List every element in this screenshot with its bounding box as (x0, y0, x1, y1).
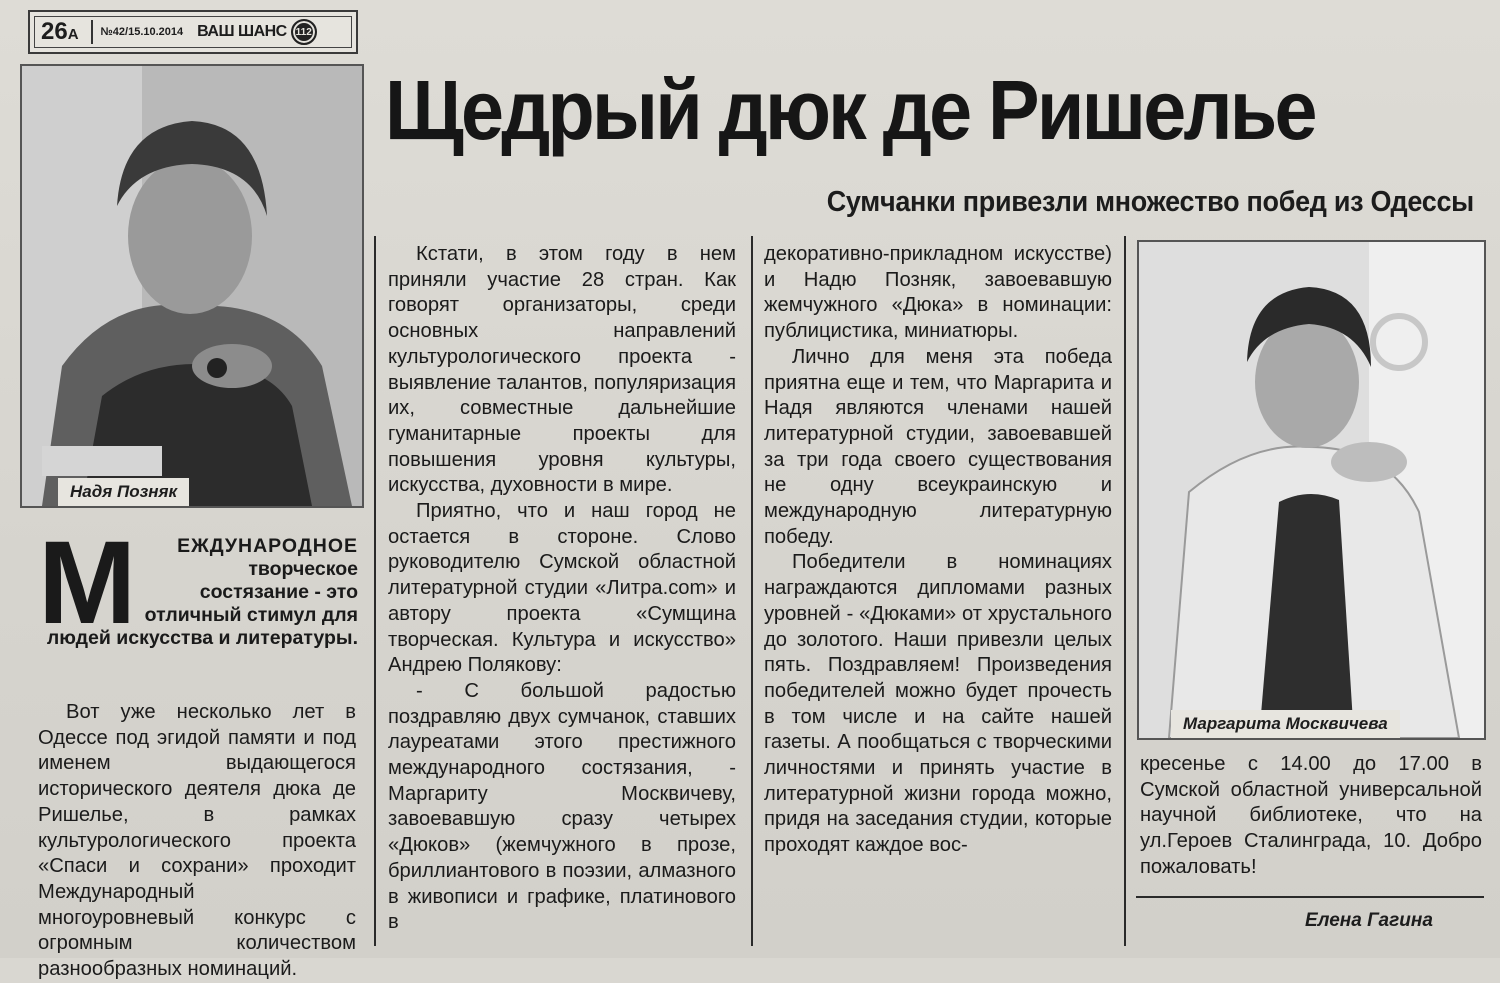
column-4 (1140, 752, 1482, 881)
article-title: Щедрый дюк де Ришелье (385, 63, 1315, 157)
page-number: 26А (41, 18, 79, 45)
lead-text: творческое состязание - это отличный стимул для людей искусства и литературы. (46, 558, 358, 649)
paragraph: Приятно, что и наш город не остается в стороне. Слово руководителю Сумской областной литературной студии «Литра.com» и автору проекта «Сумщина творческая. Культура и искусство» Андрею Полякову: (388, 500, 736, 677)
paragraph: Победители в номинациях награждаются дипломами разных уровней - «Дюками» от хрустального до золотого. Наши привезли целых пять. Поздравляем! Произведения победителей можно будет прочесть в том числе и на сайте нашей газеты. А пообщаться с творческими личностями и принять участие в литературной жизни города можно, придя на заседания студии, которые проходят каждое вос- (764, 551, 1112, 857)
author-byline: Елена Гагина (1305, 910, 1433, 931)
photo-caption: Надя Позняк (58, 478, 189, 506)
column-divider (1124, 236, 1126, 946)
byline-rule (1136, 896, 1484, 898)
newspaper-brand: ВАШ ШАНС (197, 23, 287, 40)
paragraph: Кстати, в этом году в нем приняли участие 28 стран. Как говорят организаторы, среди основных направлений культурологического проекта - выявление талантов, популяризация их, совместные дальнейшие гуманитарные проекты для повышения уровня культуры, искусства, духовности в мире. (388, 243, 736, 497)
paragraph: Вот уже несколько лет в Одессе под эгидой памяти и под именем выдающегося исторического деятеля дюка де Ришелье, в рамках культурологического проекта «Спаси и сохрани» проходит Международный многоуровневый конкурс с огромным количеством разнообразных номинаций. (38, 701, 356, 981)
paragraph: декоративно-прикладном искусстве) и Надю Позняк, завоевавшую жемчужного «Дюка» в номинации: публицистика, миниатюры. (764, 243, 1112, 343)
brand-badge: 112 (291, 19, 317, 45)
lead-first-word: ЕЖДУНАРОДНОЕ (177, 535, 358, 557)
photo-nadya-poznyak (20, 64, 364, 508)
column-1 (38, 700, 356, 983)
issue-number: №42/15.10.2014 (100, 26, 184, 38)
photo-margarita-moskvicheva (1137, 240, 1486, 740)
drop-cap: М (38, 517, 135, 649)
photo-caption: Маргарита Москвичева (1171, 710, 1400, 738)
column-divider (751, 236, 753, 946)
column-divider (374, 236, 376, 946)
paragraph: кресенье с 14.00 до 17.00 в Сумской областной универсальной научной библиотеке, что на ул.Героев Сталинграда, 10. Добро пожаловать! (1140, 753, 1482, 878)
header-divider (91, 20, 93, 44)
paragraph: Лично для меня эта победа приятна еще и тем, что Маргарита и Надя являются членами нашей литературной студии, завоевавшей за три года своего существования не одну всеукраинскую и международную литературную победу. (764, 345, 1112, 548)
column-3 (764, 242, 1112, 859)
paragraph: - С большой радостью поздравляю двух сумчанок, ставших лауреатами этого престижного международного состязания, - Маргариту Москвичеву, завоевавшую сразу четырех «Дюков» (жемчужного в прозе, бриллиантового в поэзии, алмазного в живописи и графике, платинового в (388, 679, 736, 934)
article-lead (38, 517, 358, 650)
portrait-illustration (1139, 242, 1484, 738)
page-header (28, 10, 358, 54)
article-subtitle: Сумчанки привезли множество побед из Одессы (826, 186, 1474, 218)
portrait-illustration (22, 66, 362, 506)
column-2 (388, 242, 736, 936)
